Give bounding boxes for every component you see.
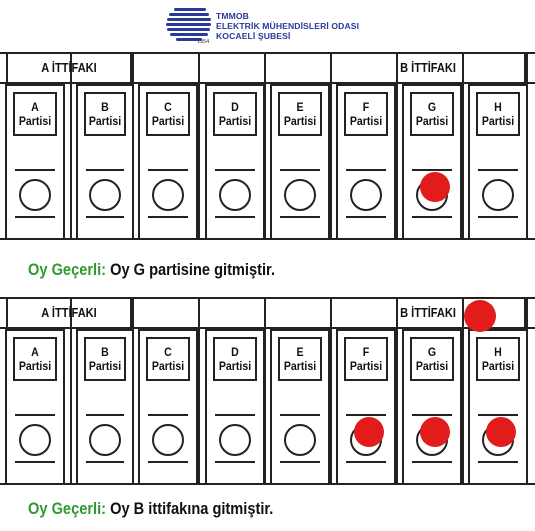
- sign-line-bottom: [148, 216, 188, 218]
- sign-line-top: [280, 169, 320, 171]
- party-name-box: [278, 337, 322, 381]
- vote-circle[interactable]: [219, 179, 251, 211]
- vote-circle[interactable]: [152, 424, 184, 456]
- ballot-example-2: [0, 297, 535, 485]
- sign-line-bottom: [86, 216, 124, 218]
- sign-line-top: [478, 414, 518, 416]
- column-divider: [330, 52, 332, 240]
- sign-line-top: [346, 414, 386, 416]
- party-word: Partisi: [18, 359, 52, 373]
- caption-1: [28, 260, 275, 280]
- party-word: Partisi: [18, 114, 52, 128]
- ballot-example-1: [0, 52, 535, 240]
- sign-line-top: [86, 414, 124, 416]
- party-name-box: [213, 337, 257, 381]
- party-name-box: [84, 92, 126, 136]
- vote-circle[interactable]: [89, 424, 121, 456]
- party-word: Partisi: [218, 114, 252, 128]
- party-letter: E: [296, 345, 304, 359]
- party-word: Partisi: [151, 359, 185, 373]
- group-b-label: B İTTİFAKI: [400, 60, 456, 75]
- vote-circle[interactable]: [19, 424, 51, 456]
- party-letter: C: [164, 100, 172, 114]
- stamp-mark: [420, 417, 450, 447]
- caption-rest: Oy B ittifakına gitmiştir.: [106, 499, 274, 518]
- caption-2: [28, 499, 273, 519]
- logo-line-2: ELEKTRİK MÜHENDİSLERİ ODASI: [216, 21, 360, 31]
- party-name-box: [278, 92, 322, 136]
- sign-line-top: [148, 414, 188, 416]
- party-letter: E: [296, 100, 304, 114]
- party-name-box: [13, 337, 57, 381]
- party-name-box: [410, 92, 454, 136]
- party-letter: C: [164, 345, 172, 359]
- party-letter: G: [427, 100, 437, 114]
- party-word: Partisi: [415, 114, 449, 128]
- sign-line-bottom: [86, 461, 124, 463]
- sign-line-bottom: [280, 461, 320, 463]
- column-divider: [396, 297, 398, 485]
- sign-line-top: [478, 169, 518, 171]
- sign-line-bottom: [478, 216, 518, 218]
- vote-circle[interactable]: [219, 424, 251, 456]
- party-word: Partisi: [283, 359, 317, 373]
- party-word: Partisi: [88, 114, 122, 128]
- party-word: Partisi: [349, 359, 383, 373]
- sign-line-top: [15, 169, 55, 171]
- party-name-box: [146, 92, 190, 136]
- sign-line-bottom: [412, 216, 452, 218]
- vote-circle[interactable]: [284, 179, 316, 211]
- column-divider: [70, 52, 72, 240]
- column-divider: [462, 297, 464, 485]
- party-name-box: [13, 92, 57, 136]
- logo-line-3: KOCAELİ ŞUBESİ: [216, 31, 291, 41]
- party-letter: H: [494, 100, 502, 114]
- sign-line-top: [412, 414, 452, 416]
- sign-line-top: [15, 414, 55, 416]
- sign-line-bottom: [215, 216, 255, 218]
- sign-line-top: [148, 169, 188, 171]
- party-letter: D: [231, 345, 239, 359]
- sign-line-top: [86, 169, 124, 171]
- column-divider: [198, 52, 200, 240]
- sign-line-bottom: [148, 461, 188, 463]
- column-divider: [330, 297, 332, 485]
- column-divider: [462, 52, 464, 240]
- stamp-mark: [354, 417, 384, 447]
- party-name-box: [410, 337, 454, 381]
- group-b-label: B İTTİFAKI: [400, 305, 456, 320]
- party-word: Partisi: [283, 114, 317, 128]
- chamber-logo: [164, 4, 384, 48]
- stamp-mark: [486, 417, 516, 447]
- party-letter: A: [31, 345, 39, 359]
- sign-line-top: [346, 169, 386, 171]
- sign-line-bottom: [478, 461, 518, 463]
- group-a-label: A İTTİFAKI: [41, 305, 97, 320]
- logo-year: 1954: [197, 39, 210, 45]
- party-word: Partisi: [218, 359, 252, 373]
- sign-line-bottom: [280, 216, 320, 218]
- vote-circle[interactable]: [19, 179, 51, 211]
- sign-line-top: [280, 414, 320, 416]
- party-word: Partisi: [415, 359, 449, 373]
- party-name-box: [146, 337, 190, 381]
- party-letter: F: [362, 100, 370, 114]
- party-word: Partisi: [481, 114, 515, 128]
- party-letter: B: [101, 345, 109, 359]
- vote-circle[interactable]: [350, 179, 382, 211]
- caption-rest: Oy G partisine gitmiştir.: [106, 260, 276, 279]
- party-word: Partisi: [151, 114, 185, 128]
- sign-line-bottom: [215, 461, 255, 463]
- party-letter: F: [362, 345, 370, 359]
- party-letter: G: [427, 345, 437, 359]
- party-letter: B: [101, 100, 109, 114]
- sign-line-bottom: [346, 216, 386, 218]
- stamp-mark: [420, 172, 450, 202]
- sign-line-top: [412, 169, 452, 171]
- sign-line-top: [215, 169, 255, 171]
- party-letter: H: [494, 345, 502, 359]
- sign-line-bottom: [412, 461, 452, 463]
- sign-line-top: [215, 414, 255, 416]
- vote-circle[interactable]: [89, 179, 121, 211]
- sign-line-bottom: [346, 461, 386, 463]
- party-letter: D: [231, 100, 239, 114]
- sign-line-bottom: [15, 461, 55, 463]
- caption-lead: Oy Geçerli:: [28, 499, 107, 518]
- vote-circle[interactable]: [284, 424, 316, 456]
- party-name-box: [344, 92, 388, 136]
- party-word: Partisi: [88, 359, 122, 373]
- logo-line-1: TMMOB: [216, 11, 249, 21]
- party-letter: A: [31, 100, 39, 114]
- party-name-box: [213, 92, 257, 136]
- column-divider: [396, 52, 398, 240]
- group-a-label: A İTTİFAKI: [41, 60, 97, 75]
- party-name-box: [344, 337, 388, 381]
- party-name-box: [84, 337, 126, 381]
- column-divider: [198, 297, 200, 485]
- party-name-box: [476, 337, 520, 381]
- alliance-stamp-mark: [464, 300, 496, 332]
- logo-text: [216, 11, 359, 41]
- column-divider: [70, 297, 72, 485]
- party-name-box: [476, 92, 520, 136]
- party-word: Partisi: [349, 114, 383, 128]
- vote-circle[interactable]: [482, 179, 514, 211]
- vote-circle[interactable]: [152, 179, 184, 211]
- caption-lead: Oy Geçerli:: [28, 260, 107, 279]
- sign-line-bottom: [15, 216, 55, 218]
- party-word: Partisi: [481, 359, 515, 373]
